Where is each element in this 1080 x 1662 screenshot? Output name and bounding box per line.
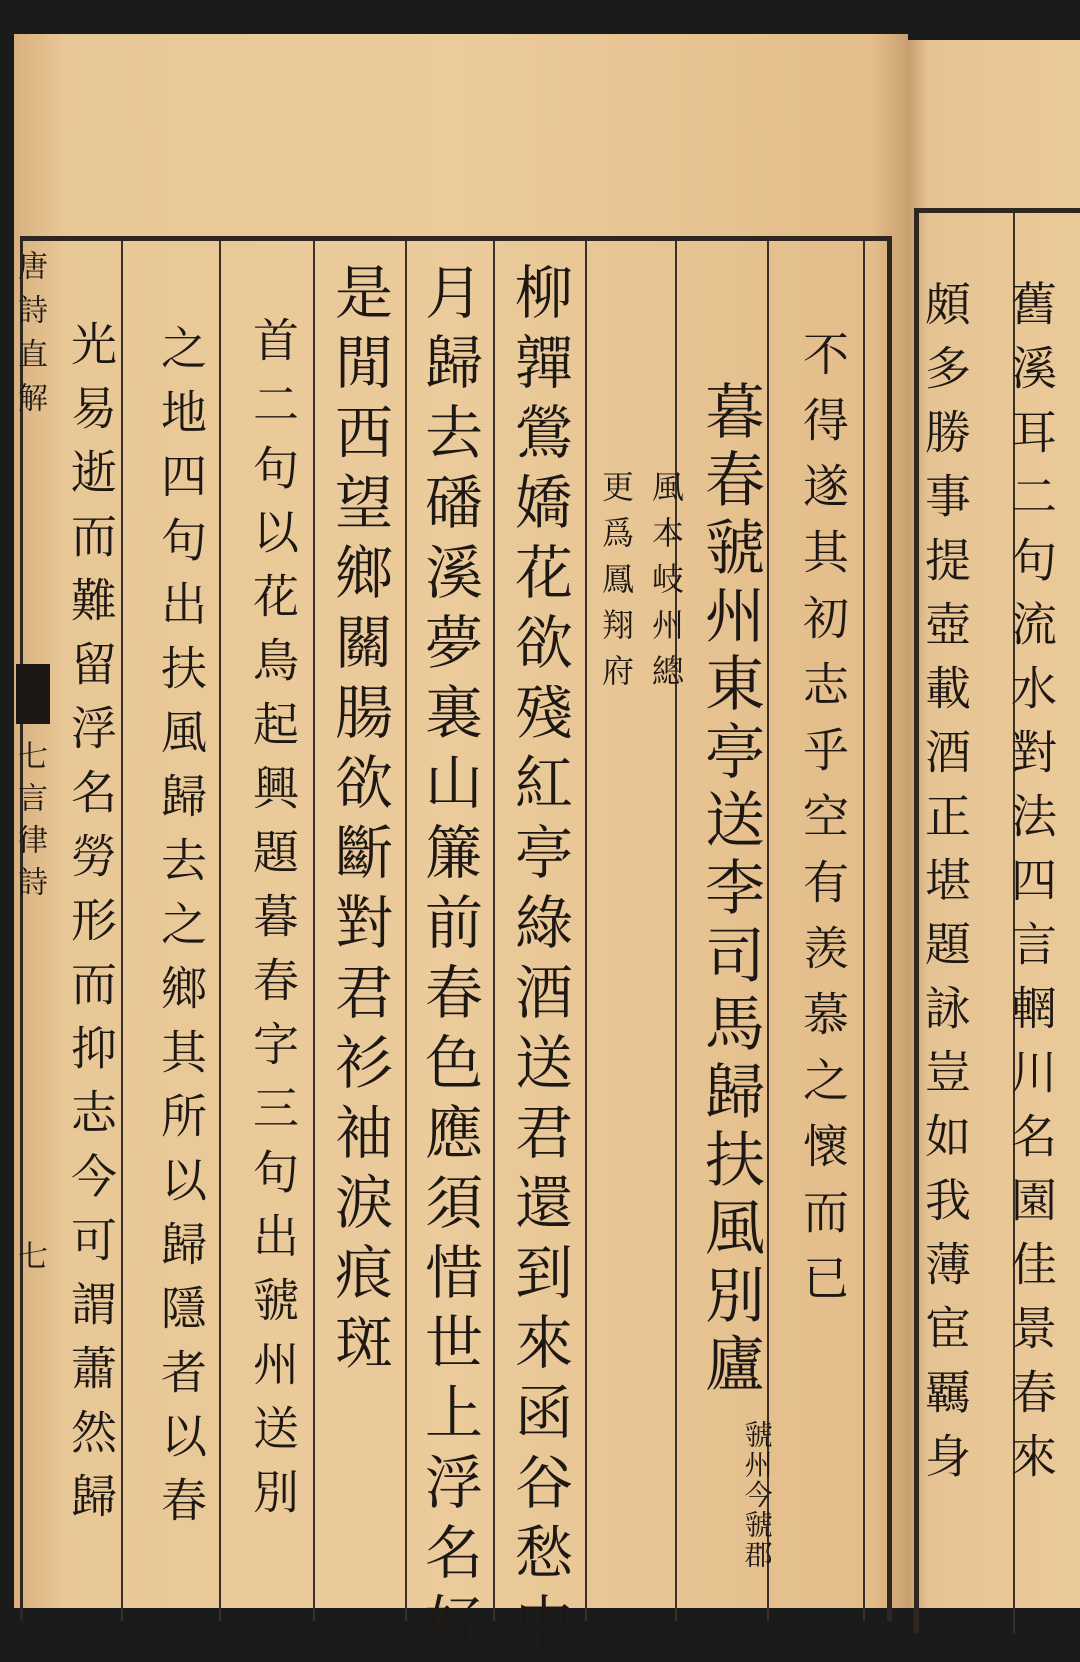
- column-rule: [313, 241, 315, 1621]
- text-column-continuation: 不得遂其初志乎空有羡慕之懷而已: [796, 330, 850, 1320]
- spine-title: 唐詩直解: [12, 250, 47, 426]
- right-page-column-2: 頗多勝事提壺載酒正堪題詠豈如我薄宦覊身: [918, 280, 972, 1496]
- poem-line-1: 柳嚲鶯嬌花欲殘紅亭綠酒送君還到來函谷愁中: [505, 262, 573, 1662]
- column-rule: [585, 241, 587, 1621]
- column-rule: [767, 241, 769, 1621]
- commentary-line-3: 光易逝而難留浮名勞形而抑志今可謂蕭然歸: [64, 320, 118, 1536]
- fishtail-mark: [16, 664, 50, 724]
- column-rule: [493, 241, 495, 1621]
- annotation-note-a: 風本岐州總: [647, 470, 685, 700]
- spine-volume: 七言律詩: [12, 740, 47, 908]
- right-page-column-1: 舊溪耳二句流水對法四言輞川名園佳景春來: [1004, 280, 1058, 1496]
- poem-line-2: 月歸去磻溪夢裏山簾前春色應須惜世上浮名好: [415, 262, 483, 1662]
- column-rule: [675, 241, 677, 1621]
- spine-folio: 七: [12, 1240, 47, 1280]
- poem-title-note: 虢州今虢郡: [740, 1420, 774, 1570]
- column-rule: [121, 241, 123, 1621]
- column-rule: [219, 241, 221, 1621]
- annotation-note-b: 更爲鳳翔府: [597, 470, 635, 700]
- commentary-line-1: 首二句以花鳥起興題暮春字三句出虢州送別: [246, 316, 300, 1532]
- poem-title: 暮春虢州東亭送李司馬歸扶風別廬: [695, 380, 765, 1400]
- poem-line-3: 是閒西望鄉關腸欲斷對君衫袖淚痕斑: [325, 262, 393, 1382]
- column-rule: [405, 241, 407, 1621]
- commentary-line-2: 之地四句出扶風歸去之鄉其所以歸隱者以春: [154, 324, 208, 1540]
- column-rule: [863, 241, 865, 1621]
